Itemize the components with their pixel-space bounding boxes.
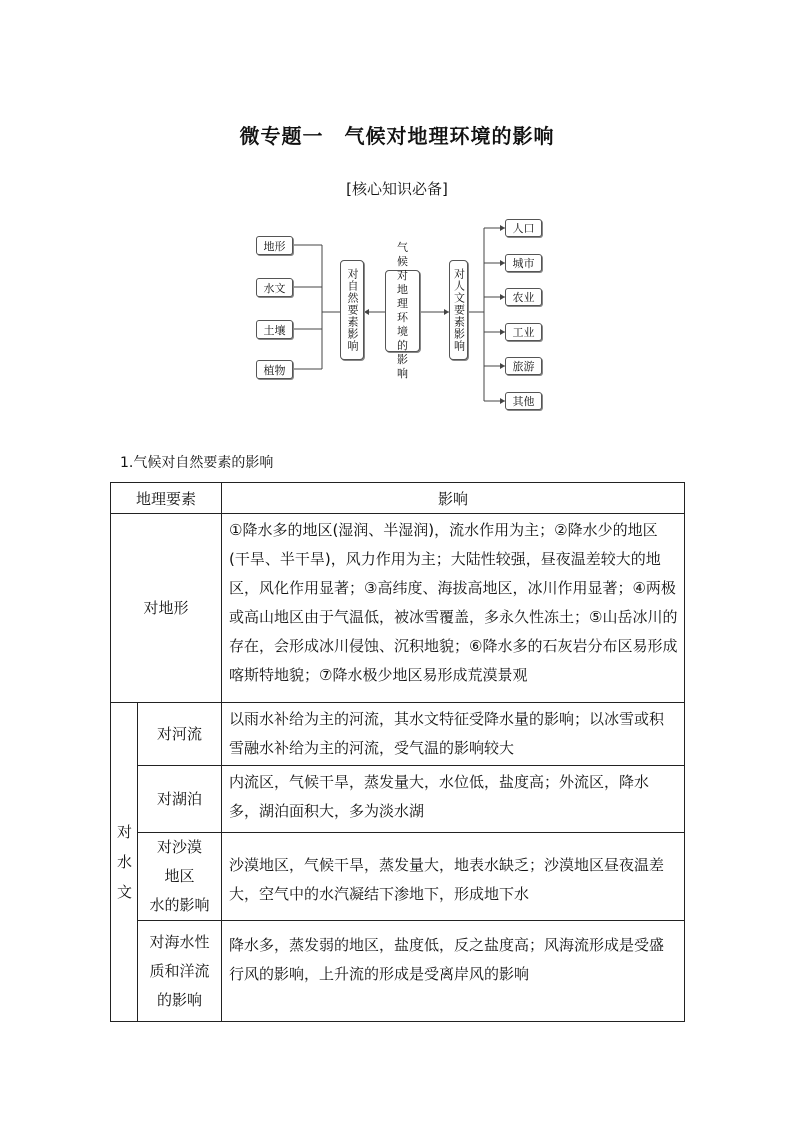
table-row (111, 766, 685, 833)
row-text-desert: 沙漠地区，气候干旱，蒸发量大，地表水缺乏；沙漠地区昼夜温差大，空气中的水汽凝结下渗地下，形成地下水 (222, 833, 685, 921)
concept-diagram (0, 0, 794, 420)
header-impact: 影响 (222, 483, 685, 514)
row-label-desert: 对沙漠 地区 水的影响 (138, 833, 222, 921)
diagram-item-city: 城市 (505, 254, 542, 272)
diagram-human-group: 对人文要素影响 (449, 260, 468, 360)
row-text-landform: ①降水多的地区(湿润、半湿润)，流水作用为主；②降水少的地区(干旱、半干旱)，风力作用为主；大陆性较强，昼夜温差较大的地区，风化作用显著；③高纬度、海拔高地区，冰川作用显著；④两极或高山地区由于气温低，被冰雪覆盖，多永久性冻土；⑤山岳冰川的存在，会形成冰川侵蚀、沉积地貌；⑥降水多的石灰岩分布区易形成喀斯特地貌；⑦降水极少地区易形成荒漠景观 (222, 514, 685, 703)
table-row (111, 703, 685, 766)
section-subtitle: [核心知识必备] (346, 180, 448, 198)
diagram-item-landform: 地形 (256, 236, 293, 255)
diagram-center-node (385, 241, 420, 380)
diagram-item-vegetation: 植物 (256, 360, 293, 379)
diagram-item-tourism: 旅游 (505, 357, 542, 375)
diagram-item-agriculture: 农业 (505, 288, 542, 306)
diagram-center-label: 气候对地理环境的影响 (397, 241, 408, 380)
diagram-item-other: 其他 (505, 392, 542, 410)
table-row (111, 833, 685, 921)
diagram-natural-group: 对自然要素影响 (340, 260, 364, 360)
row-text-ocean: 降水多，蒸发弱的地区，盐度低，反之盐度高；风海流形成是受盛行风的影响，上升流的形成是受离岸风的影响 (222, 921, 685, 1022)
diagram-item-hydrology: 水文 (256, 278, 293, 297)
page-title: 微专题一 气候对地理环境的影响 (239, 124, 555, 148)
row-text-lake: 内流区，气候干旱，蒸发量大，水位低，盐度高；外流区，降水多，湖泊面积大，多为淡水湖 (222, 766, 685, 833)
row-label-landform: 对地形 (111, 514, 222, 703)
section-heading: 1.气候对自然要素的影响 (120, 455, 274, 471)
impact-table (110, 482, 685, 1022)
row-label-lake: 对湖泊 (138, 766, 222, 833)
header-element: 地理要素 (111, 483, 222, 514)
table-row (111, 514, 685, 703)
hydro-group-label: 对水文 (111, 703, 138, 1022)
diagram-item-industry: 工业 (505, 323, 542, 341)
row-text-river: 以雨水补给为主的河流，其水文特征受降水量的影响；以冰雪或积雪融水补给为主的河流，受气温的影响较大 (222, 703, 685, 766)
row-label-river: 对河流 (138, 703, 222, 766)
table-row (111, 921, 685, 1022)
table-header-row (111, 483, 685, 514)
diagram-item-population: 人口 (505, 219, 542, 237)
diagram-item-soil: 土壤 (256, 320, 293, 339)
row-label-ocean: 对海水性 质和洋流 的影响 (138, 921, 222, 1022)
